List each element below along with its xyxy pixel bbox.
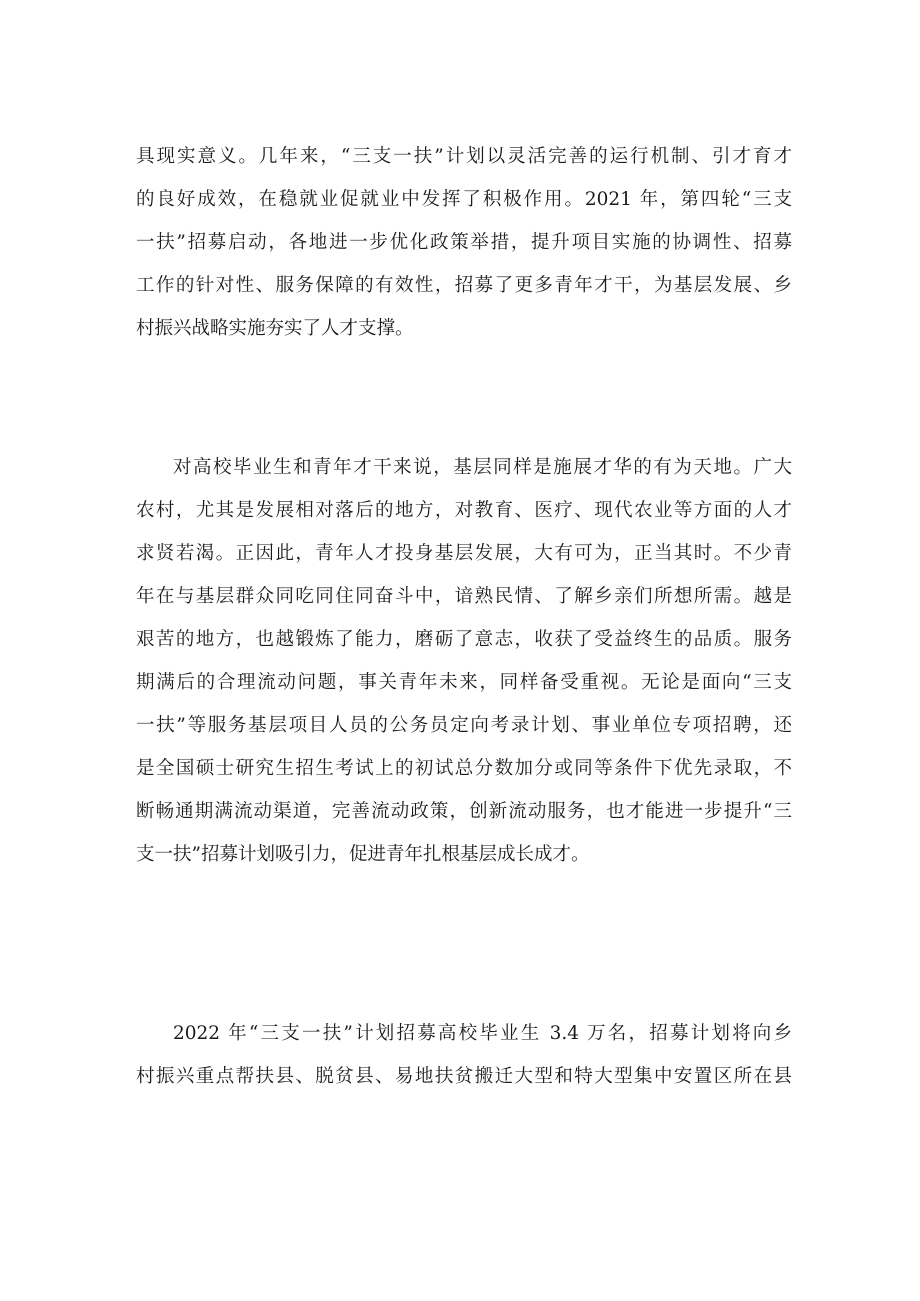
text-line: 断畅通期满流动渠道，完善流动政策，创新流动服务，也才能进一步提升“三 xyxy=(136,801,792,822)
text-line: 村振兴战略实施夯实了人才支撑。 xyxy=(136,318,414,339)
text-line: 支一扶”招募计划吸引力，促进青年扎根基层成长成才。 xyxy=(136,844,590,865)
text-line: 2022 年“三支一扶”计划招募高校毕业生 3.4 万名，招募计划将向乡 xyxy=(173,1023,792,1044)
paragraph-1 xyxy=(136,135,792,350)
text-line: 对高校毕业生和青年才干来说，基层同样是施展才华的有为天地。广大 xyxy=(173,457,792,478)
text-line: 的良好成效，在稳就业促就业中发挥了积极作用。2021 年，第四轮“三支 xyxy=(136,189,792,210)
paragraph-3 xyxy=(136,1012,792,1098)
text-line: 艰苦的地方，也越锻炼了能力，磨砺了意志，收获了受益终生的品质。服务 xyxy=(136,629,792,650)
paragraph-2 xyxy=(136,446,792,876)
text-line: 工作的针对性、服务保障的有效性，招募了更多青年才干，为基层发展、乡 xyxy=(136,275,792,296)
text-line: 村振兴重点帮扶县、脱贫县、易地扶贫搬迁大型和特大型集中安置区所在县 xyxy=(136,1066,792,1087)
text-line: 期满后的合理流动问题，事关青年未来，同样备受重视。无论是面向“三支 xyxy=(136,672,792,693)
text-line: 求贤若渴。正因此，青年人才投身基层发展，大有可为，正当其时。不少青 xyxy=(136,543,792,564)
text-line: 一扶”招募启动，各地进一步优化政策举措，提升项目实施的协调性、招募 xyxy=(136,232,792,253)
text-line: 是全国硕士研究生招生考试上的初试总分数加分或同等条件下优先录取，不 xyxy=(136,758,792,779)
text-line: 具现实意义。几年来，“三支一扶”计划以灵活完善的运行机制、引才育才 xyxy=(136,146,792,167)
text-line: 农村，尤其是发展相对落后的地方，对教育、医疗、现代农业等方面的人才 xyxy=(136,500,792,521)
text-line: 一扶”等服务基层项目人员的公务员定向考录计划、事业单位专项招聘，还 xyxy=(136,715,792,736)
text-line: 年在与基层群众同吃同住同奋斗中，谙熟民情、了解乡亲们所想所需。越是 xyxy=(136,586,792,607)
